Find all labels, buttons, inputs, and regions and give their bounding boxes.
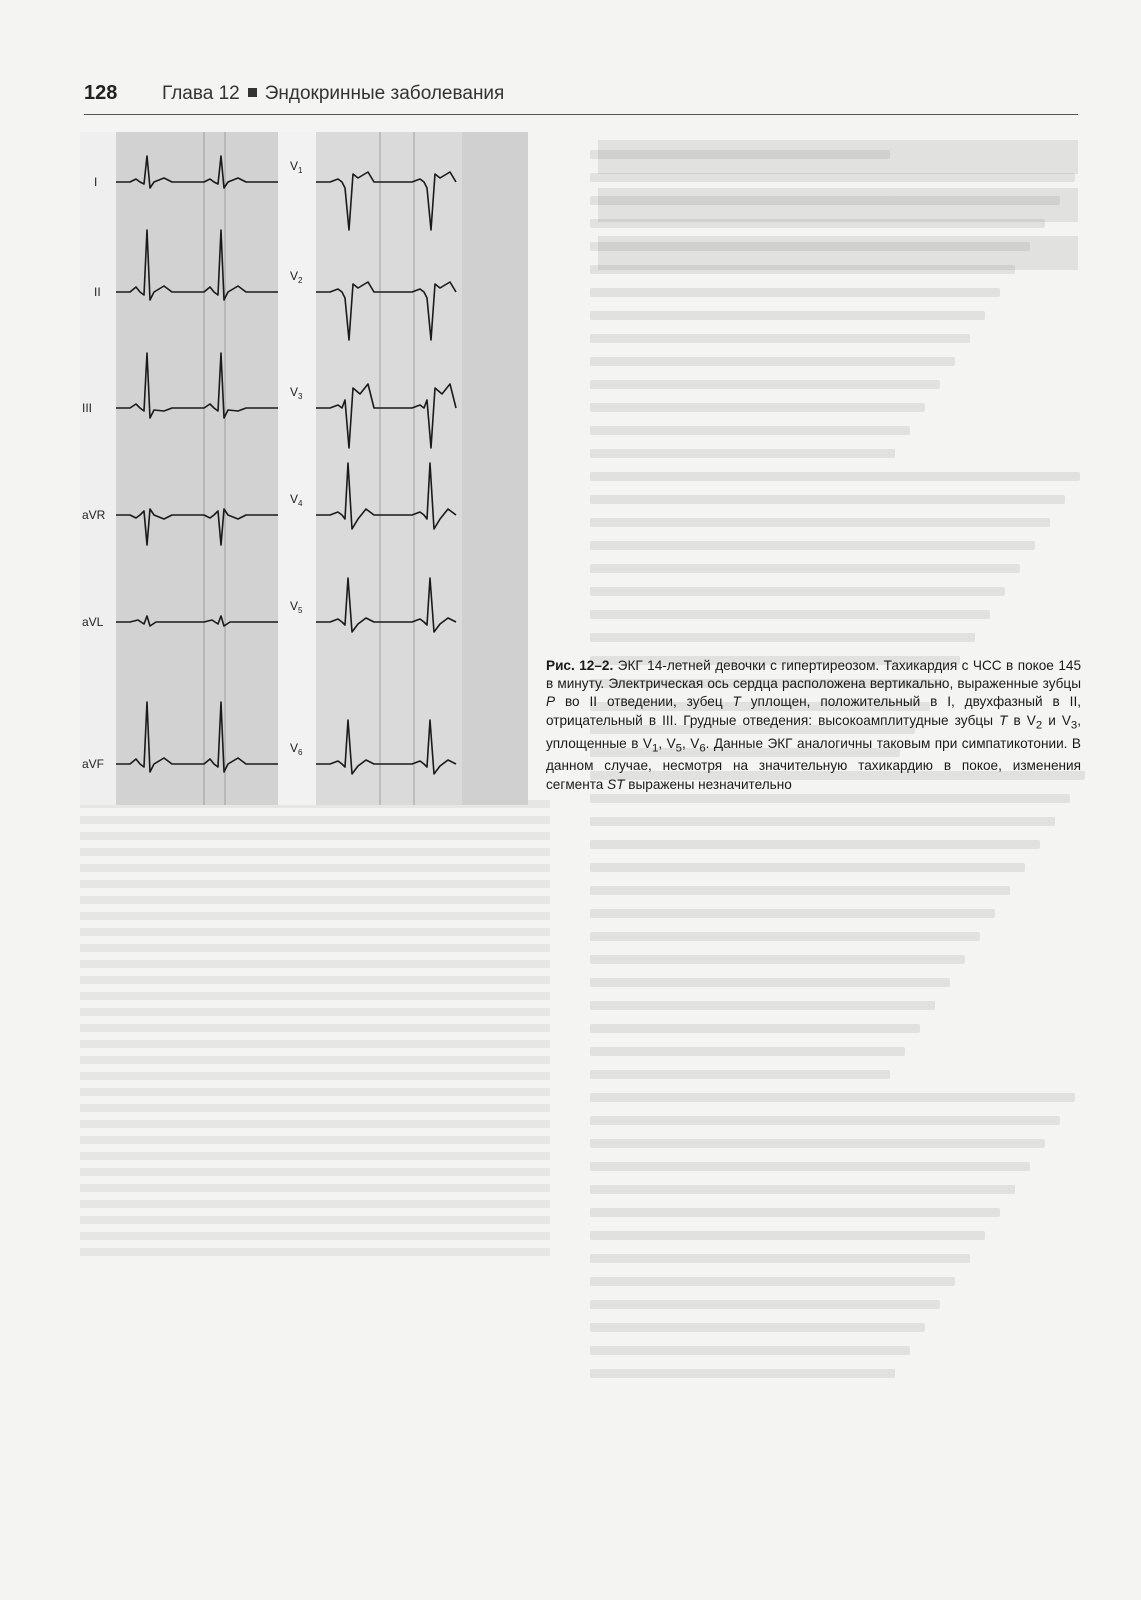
page-number: 128 bbox=[84, 82, 118, 104]
lead-label-v5: $V_5$ bbox=[290, 599, 303, 615]
caption-st-segment: ST bbox=[607, 776, 625, 792]
caption-sub-1: 1 bbox=[652, 742, 659, 755]
caption-t-wave-2: T bbox=[999, 712, 1008, 728]
caption-t-wave: T bbox=[732, 694, 741, 710]
ecg-tracing bbox=[80, 132, 528, 805]
lead-label-avl: aVL bbox=[82, 615, 104, 629]
caption-text-3: уплощен, положительный в I, двухфазный в II, отрицательный в III. Грудные отведения: высокоамплитудные зубцы bbox=[546, 694, 1082, 728]
ecg-figure bbox=[80, 132, 528, 805]
lead-label-iii: III bbox=[82, 401, 93, 415]
lead-label-avf: aVF bbox=[82, 757, 105, 771]
square-bullet-icon bbox=[248, 88, 257, 97]
chapter-number: Глава 12 bbox=[162, 83, 240, 104]
caption-text-9: . Данные ЭКГ аналогичны таковым при симпатикотонии. В данном случае, несмотря на значительную тахикардию в покое, изменения сегмента bbox=[546, 735, 1082, 792]
caption-text-6: , уплощенные в V bbox=[546, 712, 1082, 751]
caption-sub-3: 3 bbox=[1070, 719, 1078, 732]
caption-sub-2: 2 bbox=[1035, 719, 1043, 732]
caption-text-7: , V bbox=[658, 735, 676, 751]
lead-label-v4: $V_4$ bbox=[290, 492, 303, 508]
lead-label-avr: aVR bbox=[82, 508, 106, 522]
caption-sub-5: 5 bbox=[675, 742, 682, 755]
lead-label-v2: $V_2$ bbox=[290, 269, 303, 285]
caption-text-8: , V bbox=[681, 735, 700, 751]
lead-label-v6: $V_6$ bbox=[290, 741, 303, 757]
lead-label-v3: $V_3$ bbox=[290, 385, 303, 401]
lead-label-ii: II bbox=[94, 285, 101, 299]
caption-sub-6: 6 bbox=[699, 742, 706, 755]
caption-label: Рис. 12–2. bbox=[546, 658, 614, 673]
lead-label-i: I bbox=[94, 175, 98, 189]
section-name: Эндокринные заболевания bbox=[264, 83, 505, 104]
caption-text-4: в V bbox=[1007, 712, 1036, 728]
chapter-title bbox=[162, 83, 504, 105]
running-head bbox=[84, 80, 1078, 115]
bleed-through-heading bbox=[598, 140, 1078, 270]
figure-caption bbox=[546, 657, 1081, 794]
caption-p-wave: P bbox=[546, 694, 556, 710]
caption-text-5: и V bbox=[1042, 712, 1071, 728]
caption-text-1: ЭКГ 14-летней девочки с гипертиреозом. Тахикардия с ЧСС в покое 145 в минуту. Электрическая ось сердца расположена вертикально, выраженные зубцы bbox=[546, 658, 1081, 692]
lead-label-v1: $V_1$ bbox=[290, 159, 303, 175]
bleed-through-text-left bbox=[80, 800, 550, 1260]
caption-text-10: выражены незначительно bbox=[624, 776, 792, 792]
caption-text-2: во II отведении, зубец bbox=[555, 694, 733, 710]
